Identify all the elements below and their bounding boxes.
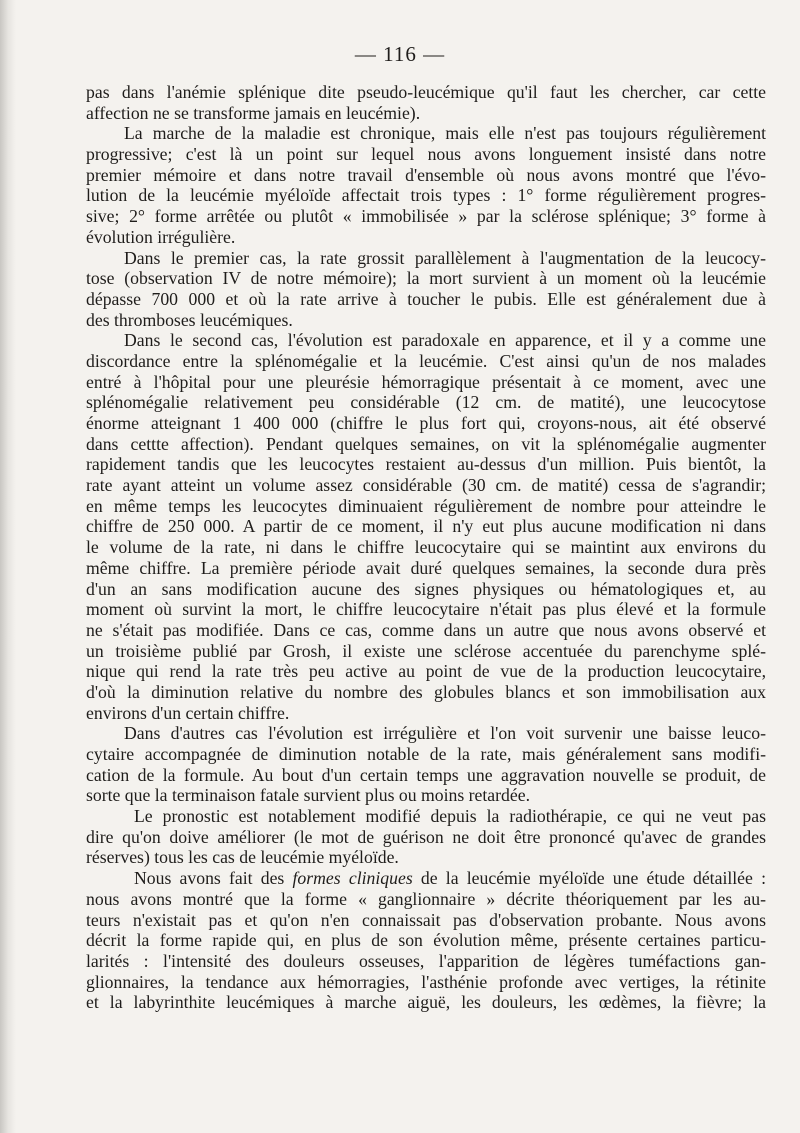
text-run: dire qu'on doive améliorer (le mot de guérison ne doit être prononcé qu'avec de grandes [86, 826, 766, 847]
text-line [86, 310, 766, 331]
text-line [86, 806, 766, 827]
text-run: La marche de la maladie est chronique, mais elle n'est pas toujours régulièrement [124, 123, 766, 144]
page-number: — 116 — [354, 42, 446, 66]
text-line [86, 910, 766, 931]
text-line [86, 930, 766, 951]
text-run: en même temps les leucocytes diminuaient régulièrement de nombre pour atteindre le [86, 495, 766, 516]
text-run: glionnaires, la tendance aux hémorragies, l'asthénie profonde avec vertiges, la rétinite [86, 971, 766, 992]
text-run: dépasse 700 000 et où la rate arrive à toucher le pubis. Elle est généralement due à [86, 288, 766, 309]
text-line [86, 475, 766, 496]
text-line [86, 351, 766, 372]
text-run: larités : l'intensité des douleurs osseuses, l'apparition de légères tuméfactions gan- [86, 950, 766, 971]
text-line [86, 847, 766, 868]
text-run: Le pronostic est notablement modifié depuis la radiothérapie, ce qui ne veut pas [134, 806, 766, 827]
text-run: Dans d'autres cas l'évolution est irrégulière et l'on voit survenir une baisse leuco- [124, 723, 766, 744]
text-line [86, 537, 766, 558]
text-line [86, 703, 766, 724]
text-line [86, 682, 766, 703]
italic-phrase: formes cliniques [292, 868, 413, 889]
text-run: pas dans l'anémie splénique dite pseudo-leucémique qu'il faut les chercher, car cette [86, 82, 766, 102]
text-line [86, 620, 766, 641]
text-run: et la labyrinthite leucémiques à marche aiguë, les douleurs, les œdèmes, la fièvre; la [86, 992, 766, 1013]
text-line [86, 868, 766, 889]
text-line [86, 579, 766, 600]
body-text [86, 82, 766, 1013]
text-line [86, 889, 766, 910]
text-run: ne s'était pas modifiée. Dans ce cas, comme dans un autre que nous avons observé et [86, 619, 766, 640]
text-run: rapidement tandis que les leucocytes restaient au-dessus d'un million. Puis bientôt, la [86, 454, 766, 475]
text-run: chiffre de 250 000. A partir de ce moment, il n'y eut plus aucune modification ni dans [86, 516, 766, 537]
text-line [86, 123, 766, 144]
text-line [86, 289, 766, 310]
text-run: sive; 2° forme arrêtée ou plutôt « immobilisée » par la sclérose splénique; 3° forme à [86, 206, 766, 227]
text-line [86, 496, 766, 517]
text-run: Dans le second cas, l'évolution est paradoxale en apparence, et il y a comme une [124, 330, 766, 351]
text-run: même chiffre. La première période avait duré quelques semaines, la seconde dura près [86, 557, 766, 578]
text-line [86, 723, 766, 744]
text-run: sorte que la terminaison fatale survient plus ou moins retardée. [86, 785, 531, 806]
text-line [86, 413, 766, 434]
text-run: teurs n'existait pas et qu'on n'en connaissait pas d'observation probante. Nous avons [86, 909, 766, 930]
text-line [86, 765, 766, 786]
text-line [86, 392, 766, 413]
text-run: décrit la forme rapide qui, en plus de son évolution même, présente certaines particu- [86, 930, 766, 951]
text-line [86, 744, 766, 765]
text-run: un troisième publié par Grosh, il existe une sclérose accentuée du parenchyme splé- [86, 640, 766, 661]
text-run: premier mémoire et dans notre travail d'ensemble où nous avons montré que l'évo- [86, 164, 766, 185]
binding-shadow [0, 0, 16, 1133]
text-line [86, 641, 766, 662]
text-line [86, 268, 766, 289]
text-run: cation de la formule. Au bout d'un certain temps une aggravation nouvelle se produit, de [86, 764, 766, 785]
text-line [86, 330, 766, 351]
text-line [86, 599, 766, 620]
text-line [86, 827, 766, 848]
text-line [86, 951, 766, 972]
text-run: cytaire accompagnée de diminution notable de la rate, mais généralement sans modifi- [86, 744, 766, 764]
text-run: réserves) tous les cas de leucémie myéloïde. [86, 847, 399, 868]
text-run: moment où survint la mort, le chiffre leucocytaire n'était pas plus élevé et la formule [86, 599, 766, 620]
text-run: Nous avons fait des [134, 868, 293, 889]
text-run: dans cettte affection). Pendant quelques semaines, on vit la splénomégalie augmenter [86, 433, 766, 454]
text-line [86, 454, 766, 475]
text-line [86, 434, 766, 455]
text-run: affection ne se transforme jamais en leucémie). [86, 102, 421, 123]
text-line [86, 165, 766, 186]
text-run: progressive; c'est là un point sur lequel nous avons longuement insisté dans notre [86, 144, 766, 165]
text-run: discordance entre la splénomégalie et la leucémie. C'est ainsi qu'un de nos malades [86, 350, 766, 371]
text-run: évolution irrégulière. [86, 226, 236, 247]
text-run: des thromboses leucémiques. [86, 309, 293, 330]
text-line [86, 661, 766, 682]
text-run: tose (observation IV de notre mémoire); la mort survient à un moment où la leucémie [86, 268, 766, 289]
text-run: d'où la diminution relative du nombre des globules blancs et son immobilisation aux [86, 681, 766, 702]
text-run: d'un an sans modification aucune des signes physiques ou hématologiques et, au [86, 578, 766, 599]
text-line [86, 372, 766, 393]
text-run: de la leucémie myéloïde une étude détaillée : [412, 868, 766, 889]
text-run: entré à l'hôpital pour une pleurésie hémorragique présentait à ce moment, avec une [86, 371, 766, 392]
text-run: le volume de la rate, ni dans le chiffre leucocytaire qui se maintint aux environs du [86, 537, 766, 558]
text-run: énorme atteignant 1 400 000 (chiffre le plus fort qui, croyons-nous, ait été observé [86, 413, 766, 433]
text-line [86, 992, 766, 1013]
text-run: nique qui rend la rate très peu active au point de vue de la production leucocytaire, [86, 661, 766, 682]
text-line [86, 185, 766, 206]
text-run: lution de la leucémie myéloïde affectait trois types : 1° forme régulièrement progres- [86, 185, 766, 206]
text-run: Dans le premier cas, la rate grossit parallèlement à l'augmentation de la leucocy- [124, 247, 766, 268]
text-run: rate ayant atteint un volume assez considérable (30 cm. de matité) cessa de s'agrandir; [86, 475, 766, 496]
text-line [86, 227, 766, 248]
text-line [86, 972, 766, 993]
text-line [86, 248, 766, 269]
text-line [86, 516, 766, 537]
text-run: splénomégalie relativement peu considérable (12 cm. de matité), une leucocytose [86, 392, 766, 413]
text-line [86, 82, 766, 103]
text-run: nous avons montré que la forme « ganglionnaire » décrite théoriquement par les au- [86, 888, 766, 909]
text-line [86, 103, 766, 124]
text-line [86, 785, 766, 806]
text-line [86, 206, 766, 227]
text-line [86, 558, 766, 579]
text-run: environs d'un certain chiffre. [86, 702, 290, 723]
text-line [86, 144, 766, 165]
